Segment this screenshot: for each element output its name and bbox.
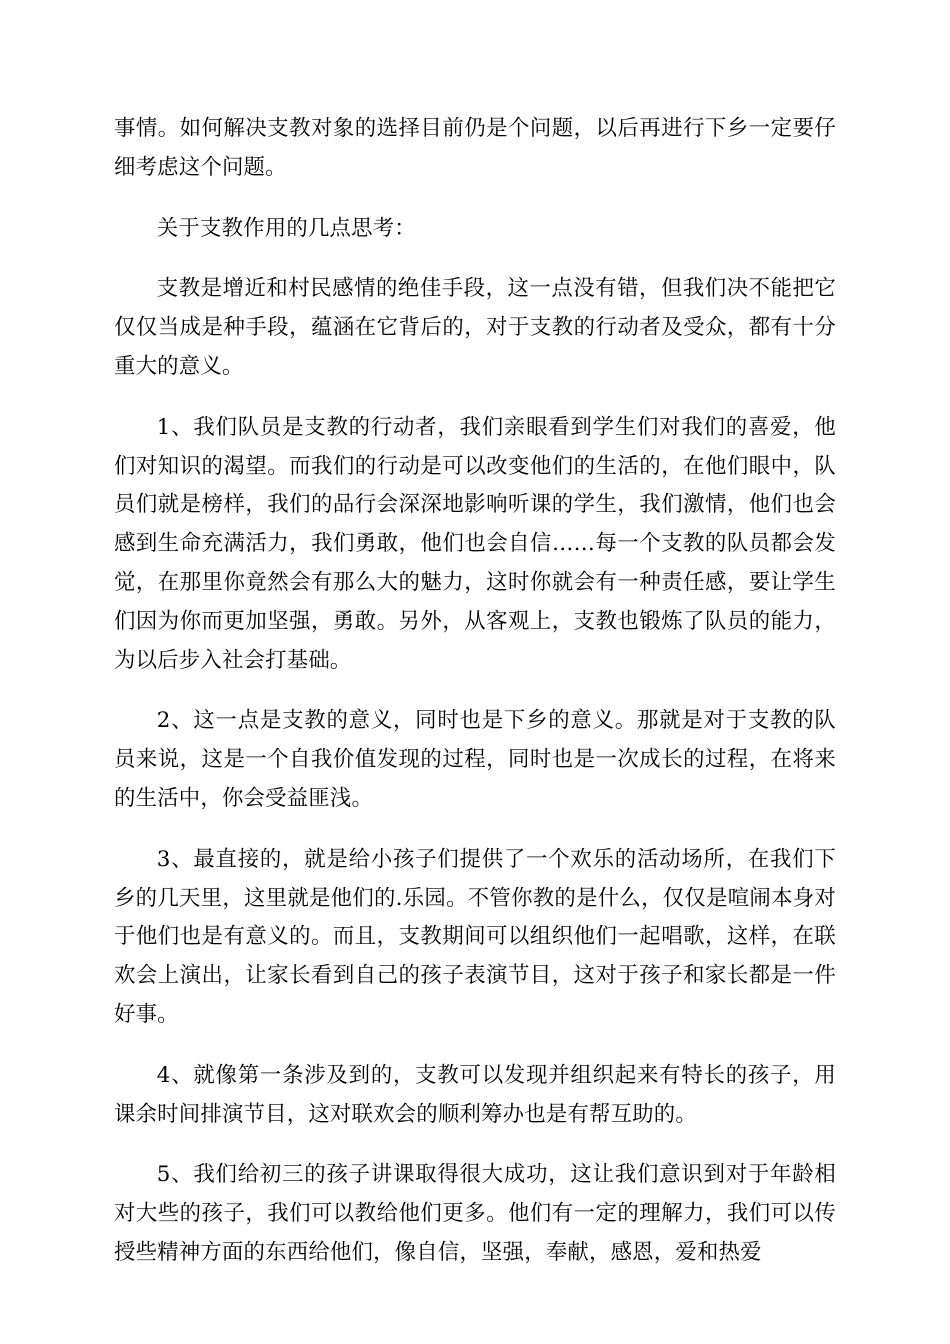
paragraph-heading: 关于支教作用的几点思考： <box>156 215 416 241</box>
paragraph-intro: 支教是增近和村民感情的绝佳手段，这一点没有错，但我们决不能把它仅仅当成是种手段，蕴涵在它背后的，对于支教的行动者及受众，都有十分重大的意义。 <box>114 276 836 379</box>
paragraph-point-1: 1、我们队员是支教的行动者，我们亲眼看到学生们对我们的喜爱，他们对知识的渴望。而我们的行动是可以改变他们的生活的，在他们眼中，队员们就是榜样，我们的品行会深深地影响听课的学生，我们激情，他们也会感到生命充满活力，我们勇敢，他们也会自信……每一个支教的队员都会发觉，在那里你竟然会有那么大的魅力，这时你就会有一种责任感，要让学生们因为你而更加坚强，勇敢。另外，从客观上，支教也锻炼了队员的能力，为以后步入社会打基础。 <box>114 414 836 673</box>
paragraph-point-2: 2、这一点是支教的意义，同时也是下乡的意义。那就是对于支教的队员来说，这是一个自我价值发现的过程，同时也是一次成长的过程，在将来的生活中，你会受益匪浅。 <box>114 708 836 811</box>
paragraph-point-5: 5、我们给初三的孩子讲课取得很大成功，这让我们意识到对于年龄相对大些的孩子，我们可以教给他们更多。他们有一定的理解力，我们可以传授些精神方面的东西给他们，像自信，坚强，奉献，感恩，爱和热爱 <box>114 1162 836 1265</box>
paragraph-point-3: 3、最直接的，就是给小孩子们提供了一个欢乐的活动场所，在我们下乡的几天里，这里就是他们的.乐园。不管你教的是什么，仅仅是喧闹本身对于他们也是有意义的。而且，支教期间可以组织他们一起唱歌，这样，在联欢会上演出，让家长看到自己的孩子表演节目，这对于孩子和家长都是一件好事。 <box>114 846 836 1027</box>
document-body <box>114 110 836 1295</box>
paragraph-point-4: 4、就像第一条涉及到的，支教可以发现并组织起来有特长的孩子，用课余时间排演节目，这对联欢会的顺利筹办也是有帮互助的。 <box>114 1062 836 1127</box>
paragraph-continuation: 事情。如何解决支教对象的选择目前仍是个问题，以后再进行下乡一定要仔细考虑这个问题。 <box>114 116 836 180</box>
